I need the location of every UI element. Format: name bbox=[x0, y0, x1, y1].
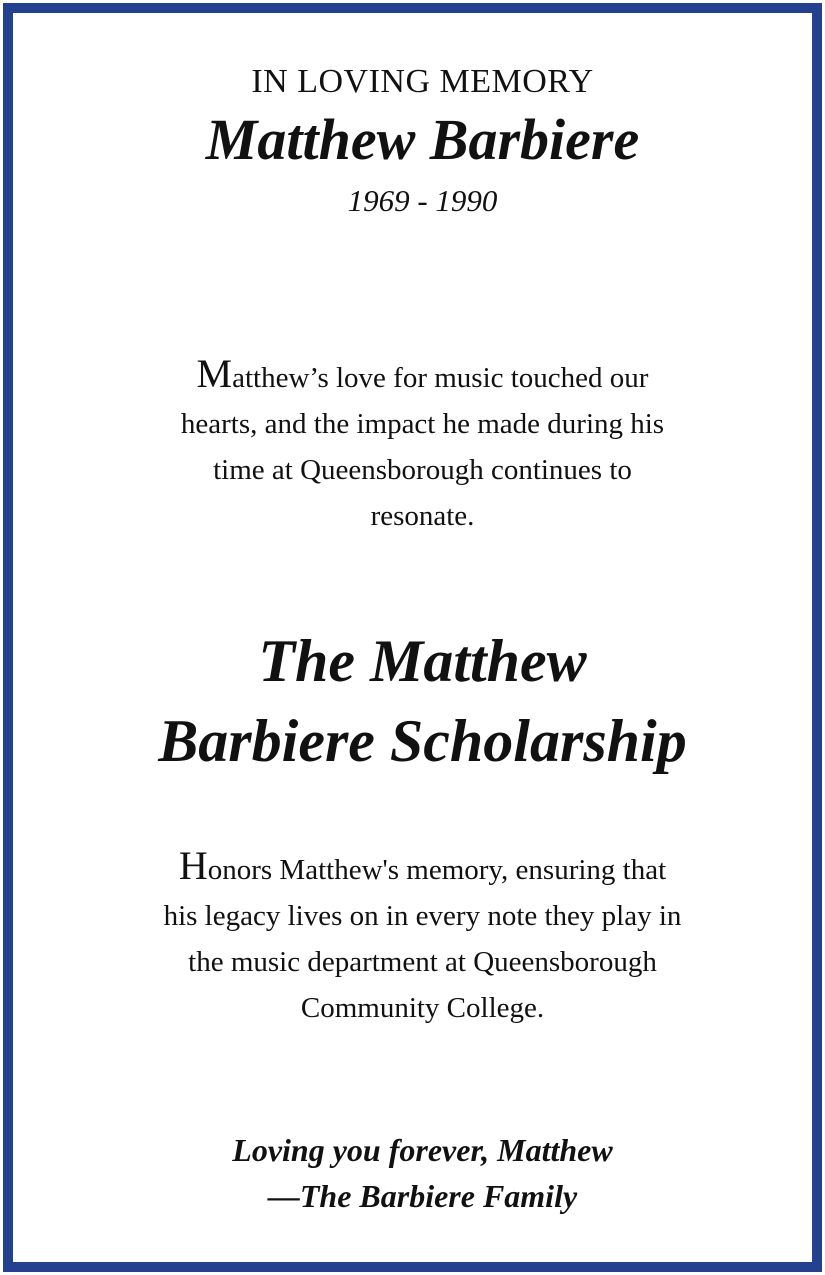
closing-line2: —The Barbiere Family bbox=[267, 1178, 578, 1214]
memorial-card-frame bbox=[3, 3, 822, 1272]
scholarship-title-line1: The Matthew bbox=[258, 628, 587, 694]
scholarship-title bbox=[13, 621, 825, 781]
scholarship-title-line2: Barbiere Scholarship bbox=[158, 708, 687, 774]
closing-signature bbox=[13, 1127, 825, 1219]
memorial-name: Matthew Barbiere bbox=[205, 107, 640, 172]
tribute-paragraph bbox=[13, 351, 825, 539]
closing-line1: Loving you forever, Matthew bbox=[232, 1132, 613, 1168]
memorial-years: 1969 - 1990 bbox=[347, 183, 498, 218]
scholarship-description bbox=[13, 843, 825, 1031]
description-text: onors Matthew's memory, ensuring that his legacy lives on in every note they play in the music department at Queensborough Community College. bbox=[163, 854, 682, 1024]
overline-heading: IN LOVING MEMORY bbox=[251, 63, 594, 100]
tribute-initial: M bbox=[196, 351, 233, 396]
tribute-text: atthew’s love for music touched our hearts, and the impact he made during his time at Queensborough continues to resonate. bbox=[180, 362, 665, 532]
description-initial: H bbox=[178, 843, 208, 888]
